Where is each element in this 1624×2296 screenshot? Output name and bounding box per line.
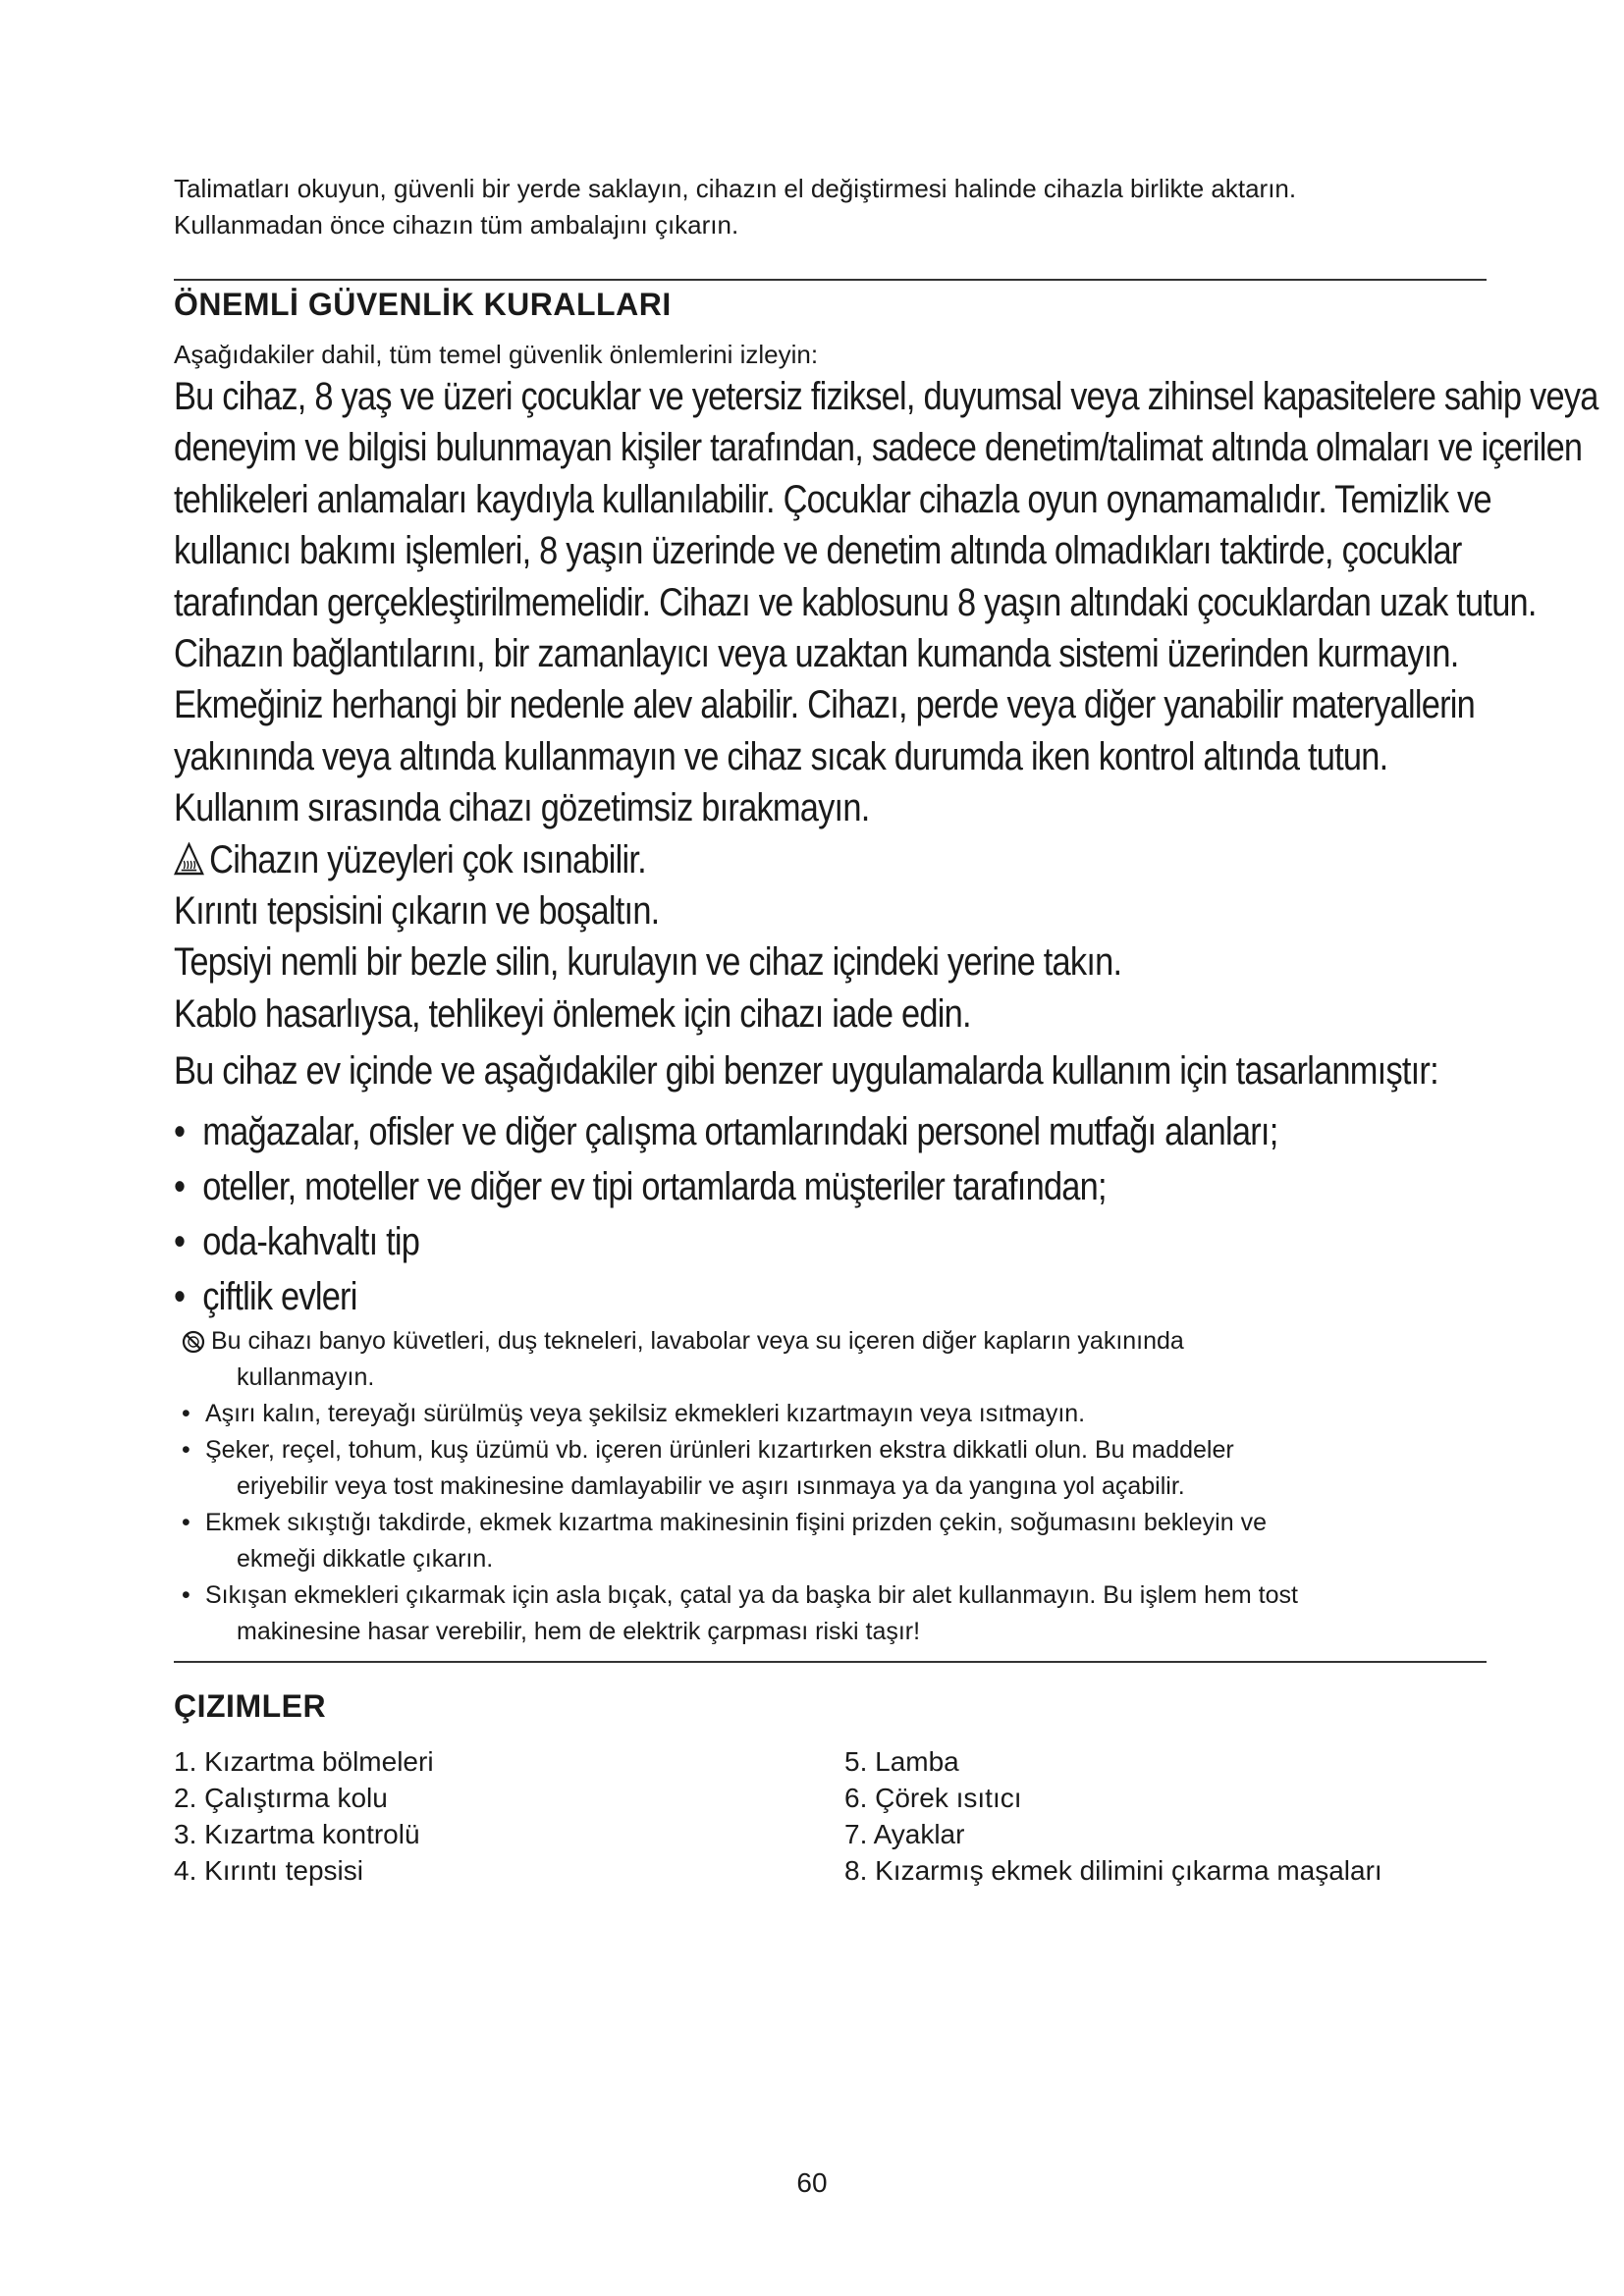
parts-column-left: [174, 1743, 434, 1889]
hot-surface-warning-icon: [174, 842, 204, 876]
safety-line: yakınında veya altında kullanmayın ve cihaz sıcak durumda iken kontrol altında tutun.: [174, 734, 1388, 778]
list-item: • çiftlik evleri: [174, 1269, 1278, 1324]
safety-line: Kullanım sırasında cihazı gözetimsiz bırakmayın.: [174, 786, 870, 830]
usage-list: [174, 1104, 1278, 1324]
list-item: 5. Lamba: [844, 1746, 959, 1777]
list-item: • oda-kahvaltı tip: [174, 1214, 1278, 1269]
bullet: •: [174, 1220, 186, 1263]
bullet: •: [182, 1509, 190, 1536]
section-divider: [174, 279, 1487, 281]
safety-line: Ekmeğiniz herhangi bir nedenle alev alabilir. Cihazı, perde veya diğer yanabilir materyallerin: [174, 683, 1476, 727]
list-item: 8. Kızarmış ekmek dilimini çıkarma maşaları: [844, 1855, 1382, 1886]
bullet: •: [182, 1400, 190, 1427]
safety-heading: ÖNEMLİ GÜVENLİK KURALLARI: [174, 287, 672, 322]
bullet: •: [182, 1436, 190, 1464]
section-divider: [174, 1661, 1487, 1663]
list-item: • Sıkışan ekmekleri çıkarmak için asla bıçak, çatal ya da başka bir alet kullanmayın. Bu işlem hem tost makinesine hasar verebilir, hem de elektrik çarpması riski taşır!: [174, 1577, 1487, 1650]
intro-line-1: Talimatları okuyun, güvenli bir yerde saklayın, cihazın el değiştirmesi halinde cihazla birlikte aktarın.: [174, 174, 1297, 203]
list-item: • Aşırı kalın, tereyağı sürülmüş veya şekilsiz ekmekleri kızartmayın veya ısıtmayın.: [174, 1396, 1487, 1432]
safety-line: tarafından gerçekleştirilmemelidir. Cihazı ve kablosunu 8 yaşın altındaki çocuklardan uzak tutun.: [174, 580, 1537, 624]
safety-line: Bu cihaz ev içinde ve aşağıdakiler gibi benzer uygulamalarda kullanım için tasarlanmıştır:: [174, 1049, 1438, 1094]
list-item: 4. Kırıntı tepsisi: [174, 1855, 363, 1886]
page-number: 60: [796, 2167, 828, 2198]
list-item: • oteller, moteller ve diğer ev tipi ortamlarda müşteriler tarafından;: [174, 1159, 1278, 1214]
list-item: 6. Çörek ısıtıcı: [844, 1783, 1022, 1813]
bullet: •: [174, 1275, 186, 1318]
parts-column-right: [844, 1743, 1382, 1889]
list-item: Bu cihazı banyo küvetleri, duş tekneleri, lavabolar veya su içeren diğer kapların yakınında kullanmayın.: [174, 1323, 1487, 1396]
list-item: • Ekmek sıkıştığı takdirde, ekmek kızartma makinesinin fişini prizden çekin, soğumasını bekleyin ve ekmeği dikkatle çıkarın.: [174, 1505, 1487, 1577]
list-item: 1. Kızartma bölmeleri: [174, 1746, 434, 1777]
safety-line: deneyim ve bilgisi bulunmayan kişiler tarafından, sadece denetim/talimat altında olmaları ve içerilen: [174, 426, 1583, 470]
list-item: • mağazalar, ofisler ve diğer çalışma ortamlarındaki personel mutfağı alanları;: [174, 1104, 1278, 1159]
list-item: 3. Kızartma kontrolü: [174, 1819, 420, 1849]
no-water-prohibition-icon: [182, 1330, 205, 1354]
safety-line: Kırıntı tepsisini çıkarın ve boşaltın.: [174, 889, 660, 934]
safety-line: Kablo hasarlıysa, tehlikeyi önlemek için cihazı iade edin.: [174, 991, 971, 1036]
hot-surface-warning: [174, 834, 1305, 885]
list-item: 7. Ayaklar: [844, 1819, 965, 1849]
bullet: •: [182, 1581, 190, 1609]
intro-line-2: Kullanmadan önce cihazın tüm ambalajını çıkarın.: [174, 210, 739, 240]
safety-line: Tepsiyi nemli bir bezle silin, kurulayın ve cihaz içindeki yerine takın.: [174, 940, 1122, 985]
intro-text: [174, 171, 1450, 243]
drawings-heading: ÇIZIMLER: [174, 1688, 327, 1724]
list-item: 2. Çalıştırma kolu: [174, 1783, 388, 1813]
safety-rules-text: [174, 371, 1598, 1097]
safety-line: Bu cihaz, 8 yaş ve üzeri çocuklar ve yetersiz fiziksel, duyumsal veya zihinsel kapasitelere sahip veya: [174, 375, 1598, 418]
warning-list: [174, 1323, 1487, 1650]
safety-subheading: Aşağıdakiler dahil, tüm temel güvenlik önlemlerini izleyin:: [174, 340, 819, 369]
safety-line: kullanıcı bakımı işlemleri, 8 yaşın üzerinde ve denetim altında olmadıkları taktirde, çocuklar: [174, 529, 1462, 573]
safety-line: Cihazın bağlantılarını, bir zamanlayıcı veya uzaktan kumanda sistemi üzerinden kurmayın.: [174, 632, 1459, 676]
bullet: •: [174, 1110, 186, 1153]
safety-line: Cihazın yüzeyleri çok ısınabilir.: [209, 837, 646, 881]
bullet: •: [174, 1165, 186, 1208]
safety-line: tehlikeleri anlamaları kaydıyla kullanılabilir. Çocuklar cihazla oyun oynamamalıdır. Temizlik ve: [174, 477, 1491, 521]
list-item: • Şeker, reçel, tohum, kuş üzümü vb. içeren ürünleri kızartırken ekstra dikkatli olun. Bu maddeler eriyebilir veya tost makinesine damlayabilir ve aşırı ısınmaya ya da yangına yol açabilir.: [174, 1432, 1487, 1505]
